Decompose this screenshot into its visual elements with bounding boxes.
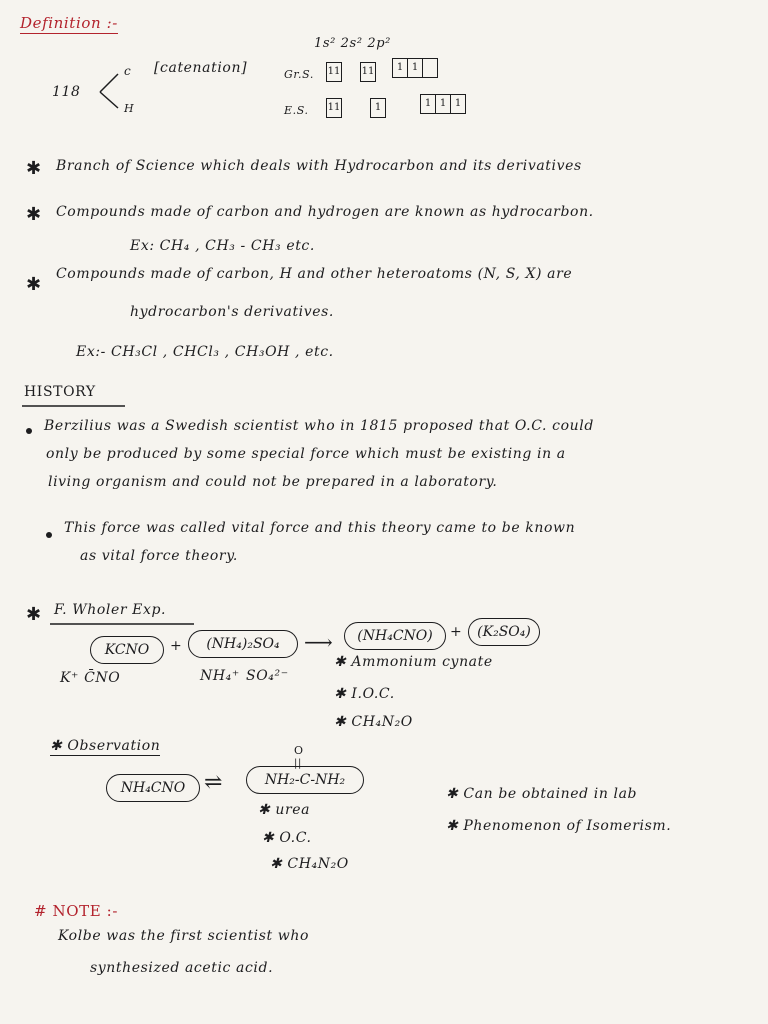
- point-derivatives-cont: hydrocarbon's derivatives.: [130, 304, 334, 320]
- wohler-heading: F. Wholer Exp.: [54, 602, 167, 618]
- oxygen-atom: O: [294, 744, 304, 757]
- es-orbital-1s: 11: [326, 98, 342, 118]
- bullet-star: ✱: [26, 158, 42, 179]
- note-heading: # NOTE :-: [34, 902, 119, 920]
- product-ammonium-cyanate: (NH₄CNO): [344, 622, 446, 650]
- bullet-star: ✱: [26, 274, 42, 295]
- note-ioc: ✱ I.O.C.: [334, 686, 395, 702]
- ions-kcno: K⁺ C̄NO: [60, 670, 121, 686]
- plus-sign: +: [170, 638, 183, 654]
- side-note-lab: ✱ Can be obtained in lab: [446, 786, 638, 802]
- gs-orbital-1s: 11: [326, 62, 342, 82]
- bond-c-label: c: [124, 64, 132, 78]
- note-oc: ✱ O.C.: [262, 830, 312, 846]
- ions-sulphate: SO₄²⁻: [246, 668, 289, 684]
- history-line-4: This force was called vital force and this theory came to be known: [64, 520, 576, 536]
- ground-state-label: Gr.S.: [284, 68, 314, 81]
- es-orbital-2p: 1 1 1: [420, 94, 466, 114]
- history-line-1: Berzilius was a Swedish scientist who in 1815 proposed that O.C. could: [44, 418, 594, 434]
- bullet-star: ✱: [26, 604, 42, 625]
- excited-state-label: E.S.: [284, 104, 309, 117]
- history-line-3: living organism and could not be prepared in a laboratory.: [48, 474, 498, 490]
- point-derivatives: Compounds made of carbon, H and other heteroatoms (N, S, X) are: [56, 266, 573, 282]
- note-line-1: Kolbe was the first scientist who: [58, 928, 310, 944]
- plus-sign: +: [450, 624, 463, 640]
- bond-h-label: H: [124, 102, 135, 115]
- example-derivatives: Ex:- CH₃Cl , CHCl₃ , CH₃OH , etc.: [76, 344, 334, 360]
- point-hydrocarbon: Compounds made of carbon and hydrogen are known as hydrocarbon.: [56, 204, 594, 220]
- observation-ammonium-cyanate: NH₄CNO: [106, 774, 200, 802]
- note-formula: ✱ CH₄N₂O: [334, 714, 413, 730]
- definition-heading: Definition :-: [20, 14, 118, 32]
- catenation-label: [catenation]: [154, 60, 248, 76]
- bullet-star: ✱: [26, 204, 42, 225]
- point-branch: Branch of Science which deals with Hydrocarbon and its derivatives: [56, 158, 582, 174]
- example-hydrocarbon: Ex: CH₄ , CH₃ - CH₃ etc.: [130, 238, 315, 254]
- bullet-dot: [26, 428, 32, 434]
- reaction-arrow: ⟶: [304, 630, 334, 654]
- history-line-5: as vital force theory.: [80, 548, 238, 564]
- bond-fork: [100, 74, 118, 108]
- note-urea-formula: ✱ CH₄N₂O: [270, 856, 349, 872]
- reactant-kcno: KCNO: [90, 636, 164, 664]
- side-note-isomerism: ✱ Phenomenon of Isomerism.: [446, 818, 672, 834]
- observation-heading: ✱ Observation: [50, 738, 161, 754]
- bullet-dot: [46, 532, 52, 538]
- double-bond: ||: [294, 758, 302, 769]
- history-line-2: only be produced by some special force which must be existing in a: [46, 446, 566, 462]
- note-ammonium-cyanate: ✱ Ammonium cynate: [334, 654, 493, 670]
- ions-ammonium: NH₄⁺: [200, 668, 240, 684]
- gs-orbital-2p: 1 1: [392, 58, 438, 78]
- history-heading: HISTORY: [24, 384, 96, 400]
- product-potassium-sulphate: (K₂SO₄): [468, 618, 540, 646]
- gs-orbital-2s: 11: [360, 62, 376, 82]
- note-line-2: synthesized acetic acid.: [90, 960, 274, 976]
- reactant-ammonium-sulphate: (NH₄)₂SO₄: [188, 630, 298, 658]
- equilibrium-arrow: ⇌: [204, 770, 224, 795]
- note-urea: ✱ urea: [258, 802, 311, 818]
- es-orbital-2s: 1: [370, 98, 386, 118]
- observation-urea: NH₂-C-NH₂: [246, 766, 364, 794]
- electron-config: 1s² 2s² 2p²: [314, 36, 391, 51]
- element-number: 118: [52, 84, 81, 100]
